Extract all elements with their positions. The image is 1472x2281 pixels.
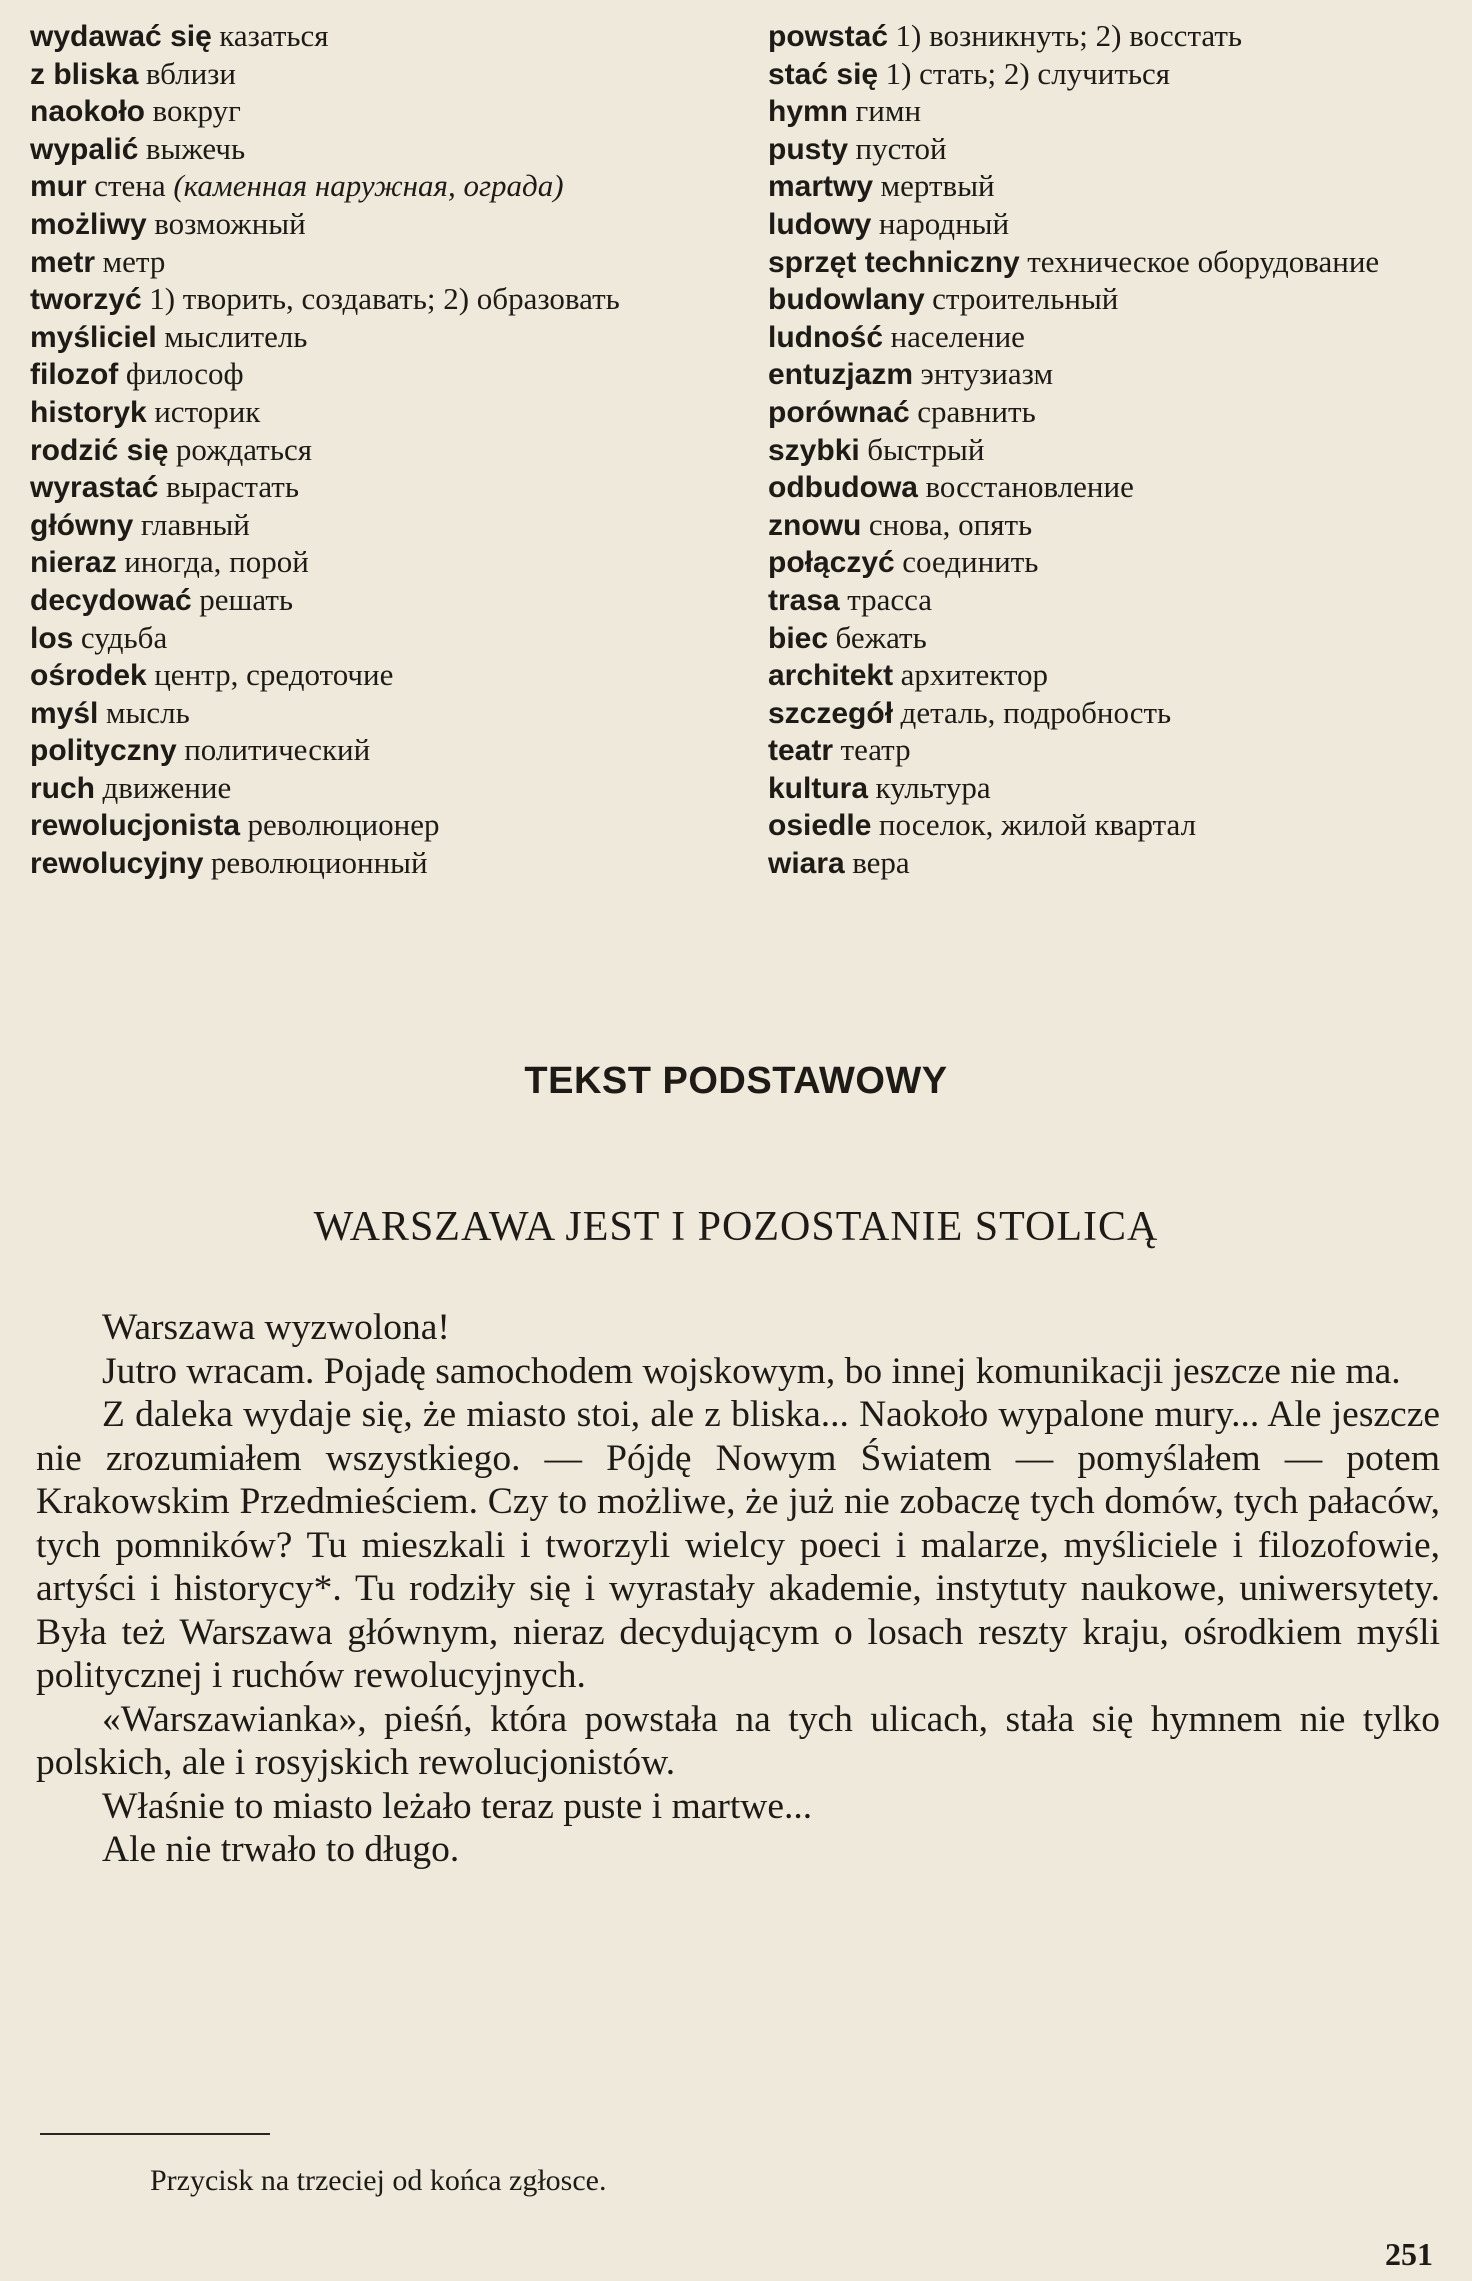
vocab-entry	[30, 845, 750, 883]
footnote: Przycisk na trzeciej od końca zgłosce.	[150, 2164, 607, 2197]
vocab-entry	[30, 93, 750, 131]
russian-translation: быстрый	[867, 431, 985, 467]
vocab-entry	[30, 281, 720, 319]
paragraph: «Warszawianka», pieśń, która powstała na tych ulicach, stała się hymnem nie tylko polskich, ale i rosyjskich rewolucjonistów.	[36, 1698, 1440, 1783]
russian-translation: деталь, подробность	[900, 694, 1172, 730]
polish-word: wydawać się	[30, 20, 212, 53]
russian-translation: трасса	[847, 581, 933, 617]
polish-word: znowu	[768, 508, 862, 542]
russian-translation: революционный	[210, 845, 428, 881]
polish-word: kultura	[768, 771, 869, 805]
polish-word: biec	[768, 621, 829, 655]
vocab-entry	[30, 620, 750, 658]
polish-word: architekt	[768, 659, 894, 693]
vocab-entry	[768, 18, 1458, 56]
polish-word: ludność	[768, 320, 884, 354]
polish-word: entuzjazm	[768, 358, 914, 392]
vocab-entry	[768, 56, 1458, 94]
polish-word: tworzyć	[30, 283, 142, 317]
polish-word: wypalić	[30, 132, 139, 166]
vocab-entry	[30, 356, 750, 394]
vocab-entry	[30, 244, 750, 282]
russian-translation: выжечь	[145, 130, 246, 166]
polish-word: wiara	[768, 847, 845, 881]
vocab-entry	[768, 319, 1458, 357]
vocab-entry	[768, 620, 1458, 658]
vocab-entry	[768, 131, 1458, 169]
russian-translation: возможный	[154, 205, 306, 241]
vocab-entry	[30, 469, 750, 507]
russian-translation: вблизи	[145, 55, 237, 91]
vocab-entry	[768, 281, 1458, 319]
vocab-entry	[768, 168, 1458, 206]
polish-word: decydować	[30, 583, 192, 617]
polish-word: budowlany	[768, 283, 925, 317]
russian-translation: философ	[125, 356, 244, 392]
footnote-divider	[40, 2133, 270, 2135]
russian-translation: 1) стать; 2) случиться	[885, 55, 1171, 91]
polish-word: wyrastać	[30, 471, 159, 505]
russian-translation: рождаться	[175, 431, 312, 467]
vocab-entry	[30, 582, 750, 620]
polish-word: myśl	[30, 696, 99, 730]
vocabulary-column-right	[768, 18, 1458, 883]
russian-translation: революционер	[247, 807, 440, 843]
paragraph: Właśnie to miasto leżało teraz puste i martwe...	[102, 1785, 813, 1827]
polish-word: martwy	[768, 170, 874, 204]
vocab-entry	[30, 695, 750, 733]
vocab-entry	[768, 807, 1458, 845]
vocab-entry	[768, 432, 1458, 470]
paragraph: Z daleka wydaje się, że miasto stoi, ale z bliska... Naokoło wypalone mury... Ale jeszcze nie zrozumiałem wszystkiego. — Pójdę Nowym Światem — pomyślałem — potem Krakowskim Przedmieściem. Czy to możliwe, że już nie zobaczę tych domów, tych pałaców, tych pomników? Tu mieszkali i tworzyli wielcy poeci i malarze, myśliciele i filozofowie, artyści i historycy*. Tu rodziły się i wyrastały akademie, instytuty naukowe, uniwersytety. Była też Warszawa głównym, nieraz decydującym o losach reszty kraju, ośrodkiem myśli politycznej i ruchów rewolucyjnych.	[36, 1394, 1440, 1696]
polish-word: główny	[30, 508, 134, 542]
polish-word: los	[30, 621, 74, 655]
vocab-entry	[768, 582, 1458, 620]
polish-word: rewolucyjny	[30, 847, 204, 881]
polish-word: metr	[30, 245, 96, 279]
russian-translation: культура	[875, 769, 991, 805]
vocab-entry	[30, 131, 750, 169]
russian-translation: театр	[840, 732, 911, 768]
polish-word: stać się	[768, 57, 879, 91]
russian-translation: иногда, порой	[124, 544, 309, 580]
russian-translation: метр	[102, 243, 166, 279]
vocab-entry	[30, 432, 750, 470]
polish-word: osiedle	[768, 809, 872, 843]
polish-word: szybki	[768, 433, 860, 467]
polish-word: połączyć	[768, 546, 895, 580]
russian-translation: центр, средоточие	[154, 657, 394, 693]
russian-translation: сравнить	[917, 393, 1036, 429]
polish-word: historyk	[30, 395, 147, 429]
russian-translation: стена	[94, 168, 166, 204]
vocab-entry	[30, 544, 750, 582]
polish-word: porównać	[768, 395, 910, 429]
paragraph: Jutro wracam. Pojadę samochodem wojskowym, bo innej komunikacji jeszcze nie ma.	[102, 1350, 1401, 1392]
russian-translation: мертвый	[880, 168, 995, 204]
russian-translation: историк	[154, 393, 261, 429]
russian-translation: бежать	[835, 619, 927, 655]
vocab-entry	[768, 244, 1458, 282]
russian-translation: гимн	[855, 93, 922, 129]
polish-word: mur	[30, 170, 87, 204]
russian-translation: вокруг	[152, 93, 241, 129]
polish-word: myśliciel	[30, 320, 157, 354]
polish-word: polityczny	[30, 734, 177, 768]
vocab-entry	[30, 770, 750, 808]
vocab-entry	[30, 507, 750, 545]
vocab-entry	[768, 356, 1458, 394]
polish-word: sprzęt techniczny	[768, 245, 1020, 279]
russian-translation: главный	[140, 506, 250, 542]
vocab-entry	[768, 206, 1458, 244]
vocab-entry	[30, 206, 750, 244]
russian-translation: мыслитель	[164, 318, 308, 354]
polish-word: pusty	[768, 132, 849, 166]
russian-translation: мысль	[105, 694, 190, 730]
translation-note: (каменная наружная, ограда)	[173, 168, 564, 204]
vocabulary-column-left	[30, 18, 750, 883]
polish-word: ruch	[30, 771, 96, 805]
vocab-entry	[768, 695, 1458, 733]
polish-word: ludowy	[768, 207, 872, 241]
russian-translation: соединить	[902, 544, 1039, 580]
russian-translation: казаться	[219, 18, 329, 53]
vocab-entry	[30, 56, 750, 94]
russian-translation: население	[890, 318, 1025, 354]
main-text	[36, 1306, 1440, 1872]
polish-word: rodzić się	[30, 433, 169, 467]
russian-translation: вырастать	[165, 469, 299, 505]
vocab-entry	[768, 732, 1458, 770]
vocab-entry	[30, 319, 750, 357]
vocab-entry	[30, 168, 750, 206]
russian-translation: энтузиазм	[920, 356, 1054, 392]
polish-word: teatr	[768, 734, 834, 768]
vocab-entry	[768, 469, 1458, 507]
vocab-entry	[30, 394, 750, 432]
vocab-entry	[768, 507, 1458, 545]
vocab-entry	[768, 770, 1458, 808]
russian-translation: восстановление	[925, 469, 1134, 505]
polish-word: filozof	[30, 358, 119, 392]
russian-translation: движение	[102, 769, 232, 805]
vocab-entry	[768, 657, 1458, 695]
polish-word: naokoło	[30, 95, 146, 129]
russian-translation: политический	[184, 732, 371, 768]
page-number: 251	[1385, 2236, 1433, 2272]
russian-translation: вера	[852, 845, 910, 881]
polish-word: trasa	[768, 583, 840, 617]
vocab-entry	[30, 732, 750, 770]
russian-translation: техническое оборудование	[1027, 243, 1380, 279]
polish-word: odbudowa	[768, 471, 918, 505]
vocab-entry	[30, 18, 750, 56]
russian-translation: поселок, жилой квартал	[878, 807, 1197, 843]
russian-translation: судьба	[80, 619, 168, 655]
vocab-entry	[768, 394, 1458, 432]
polish-word: z bliska	[30, 57, 139, 91]
polish-word: hymn	[768, 95, 849, 129]
vocab-entry	[768, 845, 1458, 883]
russian-translation: снова, опять	[868, 506, 1033, 542]
russian-translation: архитектор	[900, 657, 1049, 693]
russian-translation: 1) возникнуть; 2) восстать	[895, 18, 1243, 53]
russian-translation: 1) творить, создавать; 2) образовать	[149, 281, 620, 317]
paragraph: Warszawa wyzwolona!	[102, 1307, 450, 1348]
vocab-entry	[768, 544, 1458, 582]
vocab-entry	[30, 807, 750, 845]
polish-word: powstać	[768, 20, 889, 53]
russian-translation: решать	[199, 581, 294, 617]
vocab-entry	[30, 657, 750, 695]
russian-translation: пустой	[855, 130, 947, 166]
paragraph: Ale nie trwało to długo.	[102, 1829, 460, 1870]
section-heading: TEKST PODSTAWOWY	[524, 1060, 948, 1102]
polish-word: nieraz	[30, 546, 117, 580]
russian-translation: народный	[878, 205, 1010, 241]
polish-word: ośrodek	[30, 659, 147, 693]
text-title: WARSZAWA JEST I POZOSTANIE STOLICĄ	[313, 1204, 1159, 1250]
polish-word: szczegół	[768, 696, 894, 730]
russian-translation: строительный	[932, 281, 1119, 317]
polish-word: możliwy	[30, 207, 147, 241]
polish-word: rewolucjonista	[30, 809, 241, 843]
vocab-entry	[768, 93, 1458, 131]
